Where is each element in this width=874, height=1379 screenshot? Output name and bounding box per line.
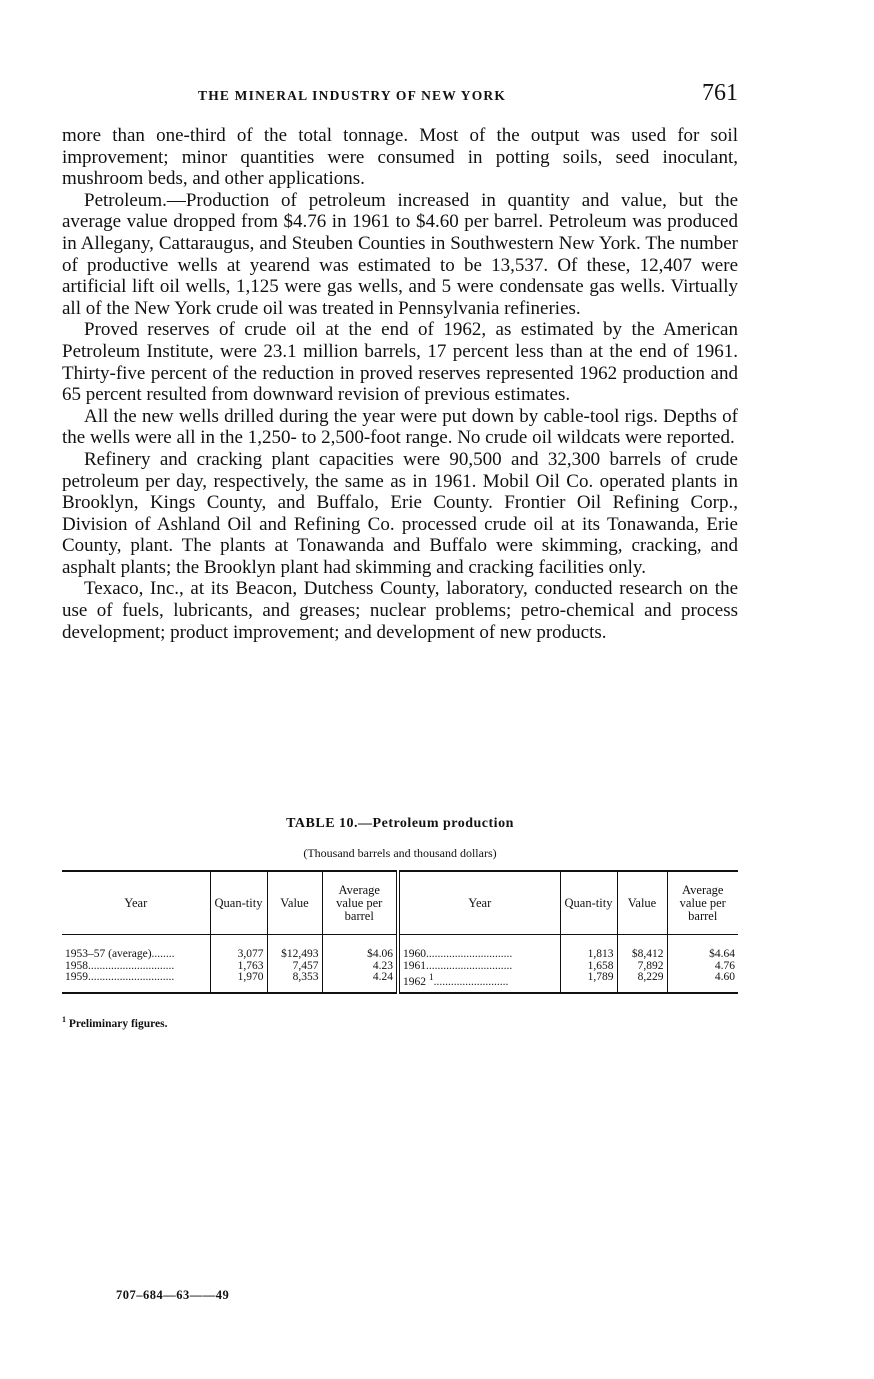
column-header: Year — [62, 871, 210, 935]
table-row — [62, 961, 738, 973]
paragraph — [62, 406, 738, 449]
value-cell: $8,412 — [617, 935, 667, 961]
column-header: Quan-tity — [210, 871, 267, 935]
paragraph — [62, 190, 738, 320]
paragraph — [62, 319, 738, 405]
run-in-heading: Petroleum. — [84, 189, 167, 211]
body-text — [62, 125, 738, 643]
year-cell: 1958.............................. — [65, 960, 175, 972]
paragraph-text: Proved reserves of crude oil at the end of 1962, as estimated by the American Petroleum Institute, were 23.1 million barrels, 17 percent less than at the end of 1961. Thirty-five percent of the reduction in proved reserves represented 1962 production and 65 percent resulted from downward revision of previous estimates. — [62, 319, 738, 406]
value-cell: $12,493 — [267, 935, 322, 961]
value-cell: 8,353 — [267, 972, 322, 993]
paragraph — [62, 125, 738, 190]
table-header-row — [62, 871, 738, 935]
paragraph — [62, 578, 738, 643]
table-title: TABLE 10.—Petroleum production — [286, 816, 514, 831]
year-cell: 1953–57 (average)........ — [65, 948, 175, 960]
quantity-cell: 1,970 — [210, 972, 267, 993]
table-footnote — [62, 1015, 167, 1030]
column-header: Quan-tity — [560, 871, 617, 935]
year-cell: 1960.............................. — [398, 935, 560, 961]
average-value-cell: 4.76 — [667, 961, 738, 973]
average-value-cell: 4.23 — [322, 961, 398, 973]
paragraph-text: Texaco, Inc., at its Beacon, Dutchess County, laboratory, conducted research on the use of fuels, lubricants, and greases; nuclear problems; petro-chemical and process development; product improvement; and development of new products. — [62, 578, 738, 643]
value-cell: 7,892 — [617, 961, 667, 973]
table-row — [62, 972, 738, 993]
column-header: Value — [617, 871, 667, 935]
paragraph — [62, 449, 738, 579]
value-cell: 8,229 — [617, 972, 667, 993]
year-cell: 1959.............................. — [65, 972, 175, 983]
value-cell: 7,457 — [267, 961, 322, 973]
paragraph-text: Refinery and cracking plant capacities were 90,500 and 32,300 barrels of crude petroleum per day, respectively, the same as in 1961. Mobil Oil Co. operated plants in Brooklyn, Kings County, and Buffalo, Erie County. Frontier Oil Refining Corp., Division of Ashland Oil and Refining Co. processed crude oil at its Tonawanda, Erie County, plant. The plants at Tonawanda and Buffalo were skimming, cracking, and asphalt plants; the Brooklyn plant had skimming and cracking facilities only. — [62, 448, 738, 578]
page-header — [62, 80, 738, 110]
year-cell: 1962 $^1$.......................... — [398, 972, 560, 993]
average-value-cell: $4.06 — [322, 935, 398, 961]
column-header: Average value per barrel — [667, 871, 738, 935]
footnote-marker: 1 — [428, 972, 434, 983]
page-number: 761 — [702, 80, 738, 106]
quantity-cell: 1,658 — [560, 961, 617, 973]
column-header: Year — [398, 871, 560, 935]
running-head: THE MINERAL INDUSTRY OF NEW YORK — [198, 88, 507, 103]
quantity-cell: 3,077 — [210, 935, 267, 961]
paragraph-text: —Production of petroleum increased in quantity and value, but the average value dropped from $4.76 in 1961 to $4.60 per barrel. Petroleum was produced in Allegany, Cattaraugus, and Steuben Counties in Southwestern New York. The number of productive wells at yearend was estimated to be 13,537. Of these, 12,407 were artificial lift oil wells, 1,125 were gas wells, and 5 were condensate gas wells. Virtually all of the New York crude oil was treated in Pennsylvania refineries. — [62, 189, 738, 319]
average-value-cell: $4.64 — [667, 935, 738, 961]
table-subtitle: (Thousand barrels and thousand dollars) — [303, 846, 497, 860]
paragraph-text: All the new wells drilled during the year were put down by cable-tool rigs. Depths of the wells were all in the 1,250- to 2,500-foot range. No crude oil wildcats were reported. — [62, 405, 738, 449]
average-value-cell: 4.24 — [322, 972, 398, 993]
column-header: Value — [267, 871, 322, 935]
quantity-cell: 1,763 — [210, 961, 267, 973]
average-value-cell: 4.60 — [667, 972, 738, 993]
footnote-text: Preliminary figures. — [68, 1017, 168, 1030]
petroleum-production-table — [62, 870, 738, 994]
quantity-cell: 1,789 — [560, 972, 617, 993]
year-cell: 1961.............................. — [398, 961, 560, 973]
printer-code: 707–684—63——49 — [116, 1288, 230, 1302]
paragraph-text: more than one-third of the total tonnage. Most of the output was used for soil improvement; minor quantities were consumed in potting soils, seed inoculant, mushroom beds, and other applications. — [62, 125, 738, 190]
quantity-cell: 1,813 — [560, 935, 617, 961]
column-header: Average value per barrel — [322, 871, 398, 935]
footnote-marker: 1 — [62, 1015, 66, 1024]
table-row — [62, 935, 738, 961]
